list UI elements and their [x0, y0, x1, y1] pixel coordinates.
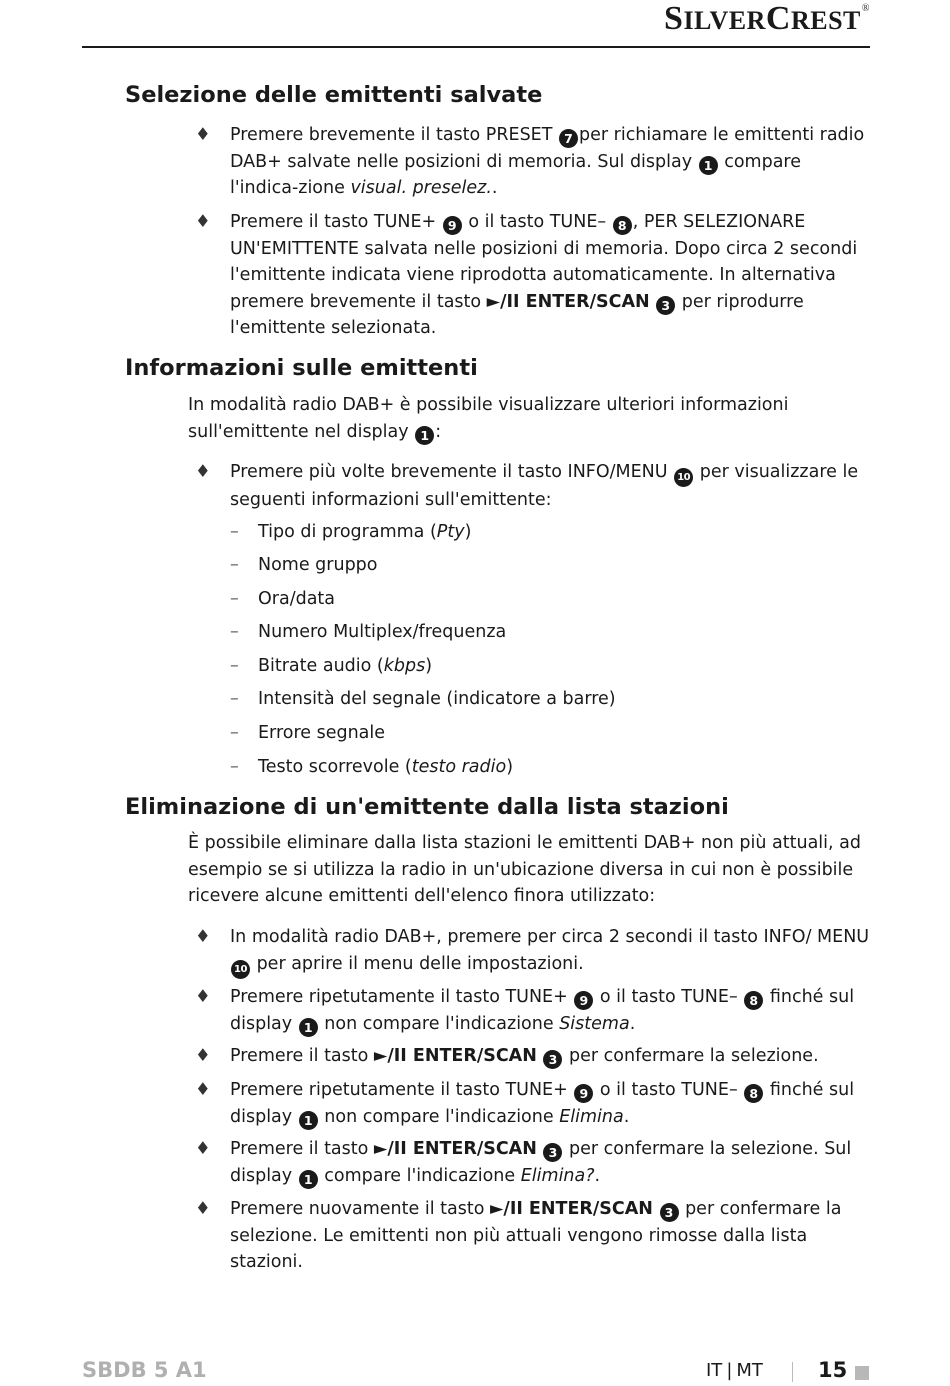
bullet-marker: ♦	[195, 1139, 211, 1159]
section-intro: In modalità radio DAB+ è possibile visualizzare ulteriori informazioni sull'emittente nel display 1 :	[188, 395, 789, 443]
bullet-text: Premere più volte brevemente il tasto INFO/MENU 10 per visualizzare le seguenti informazioni sull'emittente:	[230, 462, 859, 510]
list-item	[195, 1043, 870, 1071]
callout-number: 1	[299, 1111, 318, 1130]
callout-number: 3	[543, 1143, 562, 1162]
callout-number: 9	[574, 991, 593, 1010]
page-number: 15	[818, 1358, 848, 1382]
callout-number: 1	[299, 1018, 318, 1037]
list-item	[195, 459, 870, 514]
list-item	[195, 924, 870, 979]
list-item	[195, 1196, 870, 1272]
list-item	[195, 209, 870, 344]
model-number: SBDB 5 A1	[82, 1358, 207, 1382]
callout-number: 8	[744, 1084, 763, 1103]
callout-number: 8	[744, 991, 763, 1010]
bullet-text: Premere ripetutamente il tasto TUNE+ 9 o il tasto TUNE– 8 finché sul display 1 non compare l'indicazione Sistema.	[230, 987, 855, 1035]
list-item	[195, 122, 870, 202]
bullet-marker: ♦	[195, 462, 211, 482]
header-rule	[82, 46, 870, 48]
bullet-text: Premere brevemente il tasto PRESET 7 per richiamare le emittenti radio DAB+ salvate nelle posizioni di memoria. Sul display 1 compare l'indica-zione visual. preselez..	[230, 125, 865, 198]
bullet-text: Premere il tasto ►/II ENTER/SCAN 3 per confermare la selezione.	[230, 1046, 819, 1067]
bullet-marker: ♦	[195, 212, 211, 232]
bullet-marker: ♦	[195, 1046, 211, 1066]
callout-number: 1	[299, 1170, 318, 1189]
language-codes: IT | MT	[706, 1360, 763, 1381]
bullet-marker: ♦	[195, 125, 211, 145]
list-item	[195, 1136, 870, 1191]
callout-number: 3	[660, 1203, 679, 1222]
brand-logo: SILVERCREST®	[664, 0, 870, 37]
bullet-text: Premere il tasto ►/II ENTER/SCAN 3 per confermare la selezione. Sul display 1 compare l'indicazione Elimina?.	[230, 1139, 852, 1187]
page-marker-square	[855, 1366, 869, 1380]
callout-number: 10	[231, 960, 250, 979]
bullet-marker: ♦	[195, 1199, 211, 1219]
list-item	[195, 1077, 870, 1132]
callout-number: 10	[674, 468, 693, 487]
callout-number: 9	[574, 1084, 593, 1103]
footer-divider	[792, 1362, 793, 1382]
bullet-text: Premere il tasto TUNE+ 9 o il tasto TUNE– 8 , PER SELEZIONARE UN'EMITTENTE salvata nelle posizioni di memoria. Dopo circa 2 secondi l'emittente indicata viene riprodotta automaticamente. In alternativa premere brevemente il tasto ►/II ENTER/SCAN 3 per riprodurre l'emittente selezionata.	[230, 212, 858, 338]
bullet-marker: ♦	[195, 987, 211, 1007]
callout-number: 7	[559, 129, 578, 148]
list-item	[195, 984, 870, 1039]
bullet-marker: ♦	[195, 927, 211, 947]
callout-number: 9	[443, 216, 462, 235]
callout-number: 8	[613, 216, 632, 235]
section-title-informazioni: Informazioni sulle emittenti	[125, 355, 478, 381]
section-title-eliminazione: Eliminazione di un'emittente dalla lista stazioni	[125, 794, 729, 820]
callout-number: 1	[699, 156, 718, 175]
bullet-text: In modalità radio DAB+, premere per circa 2 secondi il tasto INFO/ MENU 10 per aprire il menu delle impostazioni.	[230, 924, 870, 979]
bullet-text: Premere ripetutamente il tasto TUNE+ 9 o il tasto TUNE– 8 finché sul display 1 non compare l'indicazione Elimina.	[230, 1080, 855, 1128]
section-intro: È possibile eliminare dalla lista stazioni le emittenti DAB+ non più attuali, ad esempio se si utilizza la radio in un'ubicazione diversa in cui non è possibile ricevere alcune emittenti dell'elenco finora utilizzato:	[188, 833, 861, 906]
section-title-selezione: Selezione delle emittenti salvate	[125, 82, 543, 108]
bullet-text: Premere nuovamente il tasto ►/II ENTER/SCAN 3 per confermare la selezione. Le emittenti non più attuali vengono rimosse dalla lista stazioni.	[230, 1199, 842, 1272]
callout-number: 1	[415, 426, 434, 445]
callout-number: 3	[543, 1050, 562, 1069]
bullet-marker: ♦	[195, 1080, 211, 1100]
callout-number: 3	[656, 296, 675, 315]
